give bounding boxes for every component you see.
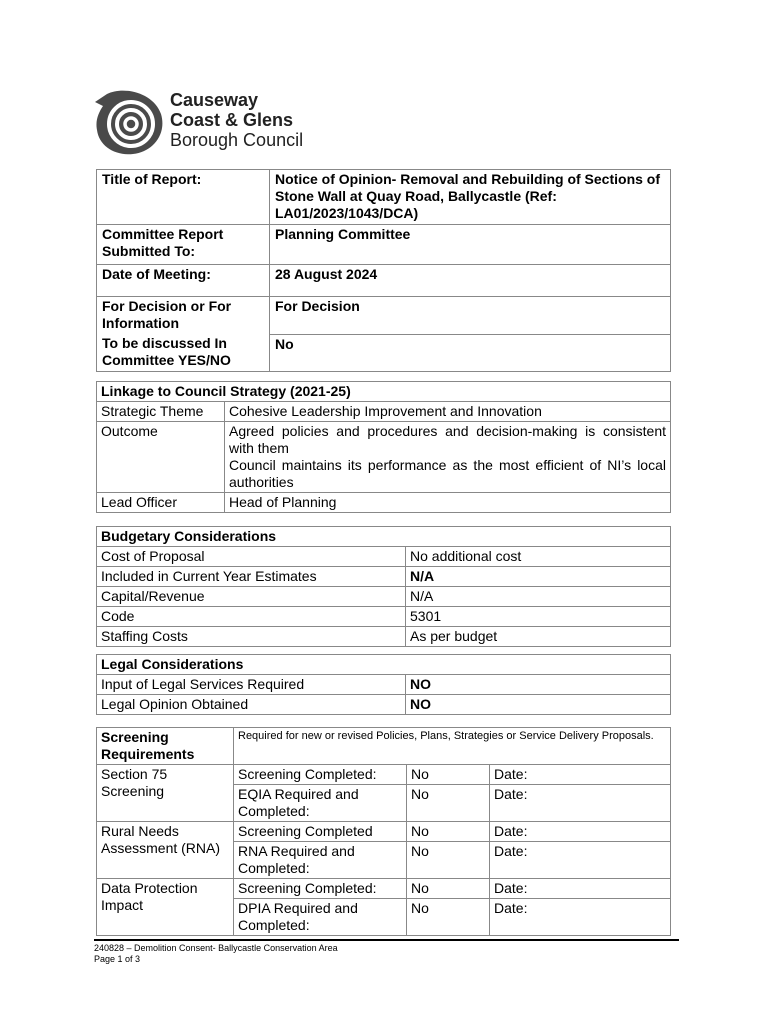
decision-value: For Decision	[270, 297, 671, 335]
linkage-header: Linkage to Council Strategy (2021-25)	[97, 382, 671, 402]
council-name	[170, 90, 303, 150]
outcome-value-2: Council maintains its performance as the most efficient of NI’s local authorities	[229, 457, 666, 490]
legal-value: NO	[406, 675, 671, 695]
budget-value: No additional cost	[406, 547, 671, 567]
outcome-value	[225, 422, 671, 493]
report-details-table	[96, 169, 671, 372]
budget-table	[96, 526, 671, 647]
title-label: Title of Report:	[97, 170, 270, 225]
screening-table	[96, 727, 671, 936]
theme-value: Cohesive Leadership Improvement and Innovation	[225, 402, 671, 422]
table-row	[97, 297, 671, 335]
screening-item-label: Screening Completed:	[234, 765, 407, 785]
council-logo-mark-icon	[93, 88, 165, 156]
budget-label: Code	[97, 607, 406, 627]
budget-label: Included in Current Year Estimates	[97, 567, 406, 587]
outcome-label: Outcome	[97, 422, 225, 493]
table-row	[97, 879, 671, 899]
council-name-line-1: Causeway	[170, 90, 259, 110]
screening-note: Required for new or revised Policies, Plans, Strategies or Service Delivery Proposals.	[234, 728, 671, 765]
decision-label: For Decision or For Information	[97, 297, 270, 335]
table-row	[97, 170, 671, 225]
table-row	[97, 265, 671, 297]
legal-label: Input of Legal Services Required	[97, 675, 406, 695]
discussed-value: No	[270, 334, 671, 372]
discussed-label: To be discussed In Committee YES/NO	[97, 334, 270, 372]
footer-divider	[94, 939, 679, 941]
budget-label: Capital/Revenue	[97, 587, 406, 607]
footer-doc-ref: 240828 – Demolition Consent- Ballycastle Conservation Area	[94, 943, 338, 953]
screening-item-value: No	[407, 765, 490, 785]
table-row	[97, 728, 671, 765]
table-row	[97, 627, 671, 647]
table-row	[97, 822, 671, 842]
council-name-line-3: Borough Council	[170, 130, 304, 150]
budget-value: As per budget	[406, 627, 671, 647]
lead-value: Head of Planning	[225, 493, 671, 513]
table-row	[97, 547, 671, 567]
screening-group-name: Rural Needs Assessment (RNA)	[97, 822, 234, 879]
council-logo	[93, 88, 323, 158]
screening-item-date: Date:	[490, 785, 671, 822]
title-value: Notice of Opinion- Removal and Rebuilding of Sections of Stone Wall at Quay Road, Ballycastle (Ref: LA01/2023/1043/DCA)	[270, 170, 671, 225]
budget-label: Cost of Proposal	[97, 547, 406, 567]
screening-group-name: Data Protection Impact	[97, 879, 234, 936]
table-row	[97, 695, 671, 715]
legal-header: Legal Considerations	[97, 655, 671, 675]
table-row	[97, 225, 671, 265]
footer-page-number: Page 1 of 3	[94, 954, 141, 964]
screening-item-date: Date:	[490, 899, 671, 936]
screening-item-value: No	[407, 842, 490, 879]
budget-value: N/A	[406, 567, 671, 587]
table-row	[97, 527, 671, 547]
screening-group-name: Section 75 Screening	[97, 765, 234, 822]
committee-value: Planning Committee	[270, 225, 671, 265]
table-row	[97, 334, 671, 372]
legal-value: NO	[406, 695, 671, 715]
screening-item-label: EQIA Required and Completed:	[234, 785, 407, 822]
council-name-line-2: Coast & Glens	[170, 110, 294, 130]
screening-item-label: RNA Required and Completed:	[234, 842, 407, 879]
screening-item-value: No	[407, 822, 490, 842]
screening-item-value: No	[407, 785, 490, 822]
legal-label: Legal Opinion Obtained	[97, 695, 406, 715]
screening-header: Screening Requirements	[97, 728, 234, 765]
table-row	[97, 382, 671, 402]
outcome-value-1: Agreed policies and procedures and decision-making is consistent with them	[229, 423, 666, 456]
committee-label: Committee Report Submitted To:	[97, 225, 270, 265]
table-row	[97, 765, 671, 785]
budget-header: Budgetary Considerations	[97, 527, 671, 547]
budget-label: Staffing Costs	[97, 627, 406, 647]
table-row	[97, 675, 671, 695]
screening-item-label: DPIA Required and Completed:	[234, 899, 407, 936]
date-label: Date of Meeting:	[97, 265, 270, 297]
screening-item-date: Date:	[490, 879, 671, 899]
legal-table	[96, 654, 671, 715]
lead-label: Lead Officer	[97, 493, 225, 513]
screening-item-date: Date:	[490, 842, 671, 879]
budget-value: N/A	[406, 587, 671, 607]
screening-item-date: Date:	[490, 765, 671, 785]
screening-item-label: Screening Completed	[234, 822, 407, 842]
budget-value: 5301	[406, 607, 671, 627]
date-value: 28 August 2024	[270, 265, 671, 297]
table-row	[97, 422, 671, 493]
screening-item-label: Screening Completed:	[234, 879, 407, 899]
table-row	[97, 402, 671, 422]
screening-item-value: No	[407, 879, 490, 899]
table-row	[97, 493, 671, 513]
screening-item-value: No	[407, 899, 490, 936]
page-footer	[94, 943, 338, 965]
linkage-table	[96, 381, 671, 513]
table-row	[97, 567, 671, 587]
theme-label: Strategic Theme	[97, 402, 225, 422]
table-row	[97, 655, 671, 675]
table-row	[97, 587, 671, 607]
screening-item-date: Date:	[490, 822, 671, 842]
table-row	[97, 607, 671, 627]
